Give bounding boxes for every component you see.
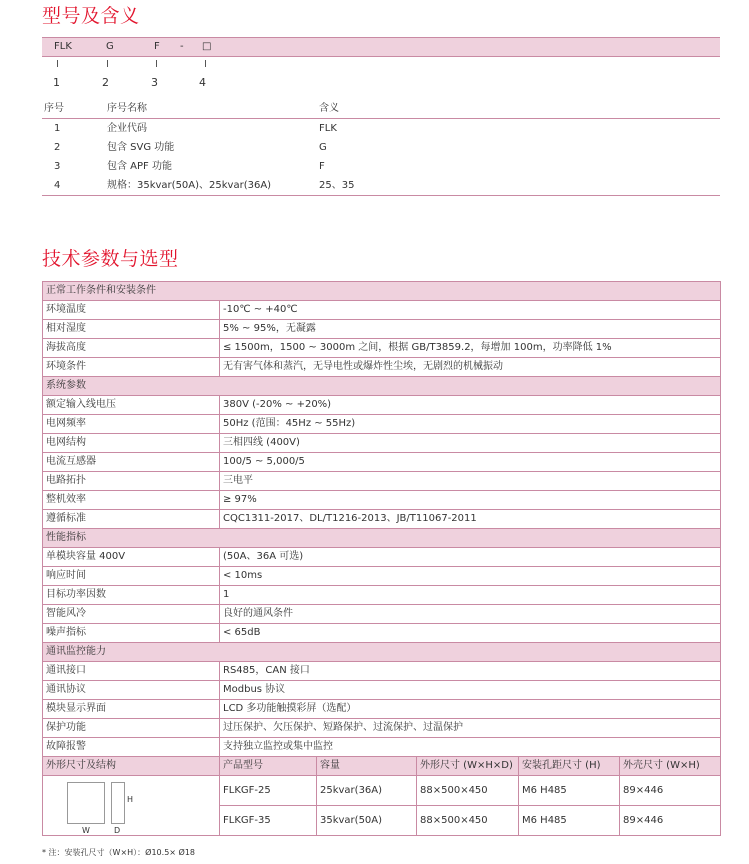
model-meaning-table <box>42 99 720 196</box>
dim-model: FLKGF-25 <box>220 776 317 806</box>
model-row <box>42 119 720 139</box>
param-value: ≥ 97% <box>220 491 721 510</box>
group-header <box>43 643 721 662</box>
param-row <box>43 700 721 719</box>
param-row <box>43 738 721 757</box>
header-name: 序号名称 <box>107 99 319 119</box>
param-label: 环境条件 <box>43 358 220 377</box>
param-row <box>43 434 721 453</box>
param-value: LCD 多功能触摸彩屏（选配） <box>220 700 721 719</box>
dim-capacity: 25kvar(36A) <box>317 776 417 806</box>
dim-shell: 89×446 <box>620 776 721 806</box>
param-value: CQC1311-2017、DL/T1216-2013、JB/T11067-2011 <box>220 510 721 529</box>
tick-1 <box>57 60 58 67</box>
param-row <box>43 358 721 377</box>
param-label: 噪声指标 <box>43 624 220 643</box>
param-row <box>43 586 721 605</box>
param-label: 整机效率 <box>43 491 220 510</box>
param-value: 过压保护、欠压保护、短路保护、过流保护、过温保护 <box>220 719 721 738</box>
param-value: 无有害气体和蒸汽，无导电性或爆炸性尘埃，无剧烈的机械振动 <box>220 358 721 377</box>
tick-2 <box>107 60 108 67</box>
param-label: 智能风冷 <box>43 605 220 624</box>
param-value: 良好的通风条件 <box>220 605 721 624</box>
dim-header-capacity: 容量 <box>317 757 417 776</box>
code-part-f: F <box>154 41 160 52</box>
row-name: 包含 APF 功能 <box>107 161 172 172</box>
param-value: RS485，CAN 接口 <box>220 662 721 681</box>
model-code-band <box>42 37 720 57</box>
group-title: 系统参数 <box>43 377 721 396</box>
dim-size: 88×500×450 <box>417 776 519 806</box>
group-title: 通讯监控能力 <box>43 643 721 662</box>
dim-header-model: 产品型号 <box>220 757 317 776</box>
param-value: 支持独立监控或集中监控 <box>220 738 721 757</box>
dimension-row <box>43 776 721 806</box>
param-value: -10℃ ~ +40℃ <box>220 301 721 320</box>
params-section-title: 技术参数与选型 <box>42 248 179 270</box>
model-row <box>42 176 720 196</box>
param-value: < 10ms <box>220 567 721 586</box>
row-meaning: 25、35 <box>319 176 720 196</box>
param-label: 额定输入线电压 <box>43 396 220 415</box>
dim-header-size: 外形尺寸 (W×H×D) <box>417 757 519 776</box>
param-value: 100/5 ~ 5,000/5 <box>220 453 721 472</box>
header-meaning: 含义 <box>319 99 720 119</box>
dim-model: FLKGF-35 <box>220 806 317 836</box>
dim-hole: M6 H485 <box>519 806 620 836</box>
param-row <box>43 624 721 643</box>
param-value: 5% ~ 95%，无凝露 <box>220 320 721 339</box>
param-row <box>43 339 721 358</box>
param-label: 通讯协议 <box>43 681 220 700</box>
param-value: (50A、36A 可选) <box>220 548 721 567</box>
param-label: 电网频率 <box>43 415 220 434</box>
row-name: 企业代码 <box>107 123 147 134</box>
row-meaning: G <box>319 142 327 153</box>
header-index: 序号 <box>42 99 107 119</box>
param-row <box>43 491 721 510</box>
dim-header-shell: 外壳尺寸 (W×H) <box>620 757 721 776</box>
group-header <box>43 282 721 301</box>
side-view-box <box>111 782 125 824</box>
row-index: 1 <box>54 123 61 134</box>
param-value: 三电平 <box>220 472 721 491</box>
group-header <box>43 377 721 396</box>
dim-size: 88×500×450 <box>417 806 519 836</box>
param-row <box>43 301 721 320</box>
row-index: 3 <box>54 161 61 172</box>
param-label: 相对湿度 <box>43 320 220 339</box>
front-view-box <box>67 782 105 824</box>
param-label: 电路拓扑 <box>43 472 220 491</box>
param-row <box>43 681 721 700</box>
param-label: 电网结构 <box>43 434 220 453</box>
param-row <box>43 719 721 738</box>
code-part-placeholder: □ <box>202 41 212 52</box>
group-header <box>43 529 721 548</box>
sketch-label-h: H <box>127 795 134 804</box>
param-row <box>43 662 721 681</box>
row-name: 包含 SVG 功能 <box>107 142 175 153</box>
group-title: 性能指标 <box>43 529 721 548</box>
row-index: 2 <box>54 142 61 153</box>
param-label: 电流互感器 <box>43 453 220 472</box>
param-row <box>43 567 721 586</box>
dimensions-title: 外形尺寸及结构 <box>43 757 220 776</box>
code-number-3: 3 <box>151 76 158 89</box>
param-label: 海拔高度 <box>43 339 220 358</box>
row-index: 4 <box>42 176 107 196</box>
param-value: ≤ 1500m，1500 ~ 3000m 之间，根据 GB/T3859.2，每增加 100m，功率降低 1% <box>220 339 721 358</box>
params-table <box>42 281 721 836</box>
tick-3 <box>156 60 157 67</box>
param-value: 三相四线 (400V) <box>220 434 721 453</box>
param-label: 单模块容量 400V <box>43 548 220 567</box>
group-title: 正常工作条件和安装条件 <box>43 282 721 301</box>
code-part-dash: - <box>180 41 184 52</box>
sketch-label-d: D <box>114 826 121 835</box>
footnote: * 注：安装孔尺寸（W×H）：Ø10.5× Ø18 <box>42 848 196 857</box>
dim-header-hole: 安装孔距尺寸 (H) <box>519 757 620 776</box>
row-meaning: F <box>319 161 325 172</box>
param-row <box>43 415 721 434</box>
param-value: 1 <box>220 586 721 605</box>
code-part-g: G <box>106 41 114 52</box>
row-name: 规格：35kvar(50A)、25kvar(36A) <box>107 176 319 196</box>
param-label: 响应时间 <box>43 567 220 586</box>
tick-4 <box>205 60 206 67</box>
param-label: 目标功率因数 <box>43 586 220 605</box>
param-value: < 65dB <box>220 624 721 643</box>
param-label: 模块显示界面 <box>43 700 220 719</box>
param-label: 环境温度 <box>43 301 220 320</box>
row-meaning: FLK <box>319 123 337 134</box>
param-row <box>43 453 721 472</box>
code-number-4: 4 <box>199 76 206 89</box>
dim-shell: 89×446 <box>620 806 721 836</box>
model-row <box>42 157 720 176</box>
param-label: 保护功能 <box>43 719 220 738</box>
param-label: 通讯接口 <box>43 662 220 681</box>
param-label: 故障报警 <box>43 738 220 757</box>
param-row <box>43 605 721 624</box>
param-value: 50Hz (范围：45Hz ~ 55Hz) <box>220 415 721 434</box>
param-row <box>43 396 721 415</box>
code-part-flk: FLK <box>54 41 72 52</box>
model-table-header <box>42 99 720 119</box>
param-row <box>43 472 721 491</box>
dimensions-header <box>43 757 721 776</box>
param-value: 380V (-20% ~ +20%) <box>220 396 721 415</box>
param-label: 遵循标准 <box>43 510 220 529</box>
param-row <box>43 320 721 339</box>
dim-hole: M6 H485 <box>519 776 620 806</box>
code-number-2: 2 <box>102 76 109 89</box>
code-number-1: 1 <box>53 76 60 89</box>
model-row <box>42 138 720 157</box>
dim-capacity: 35kvar(50A) <box>317 806 417 836</box>
sketch-label-w: W <box>82 826 90 835</box>
param-row <box>43 548 721 567</box>
param-value: Modbus 协议 <box>220 681 721 700</box>
dimension-sketch <box>43 776 220 836</box>
param-row <box>43 510 721 529</box>
model-section-title: 型号及含义 <box>42 5 140 27</box>
